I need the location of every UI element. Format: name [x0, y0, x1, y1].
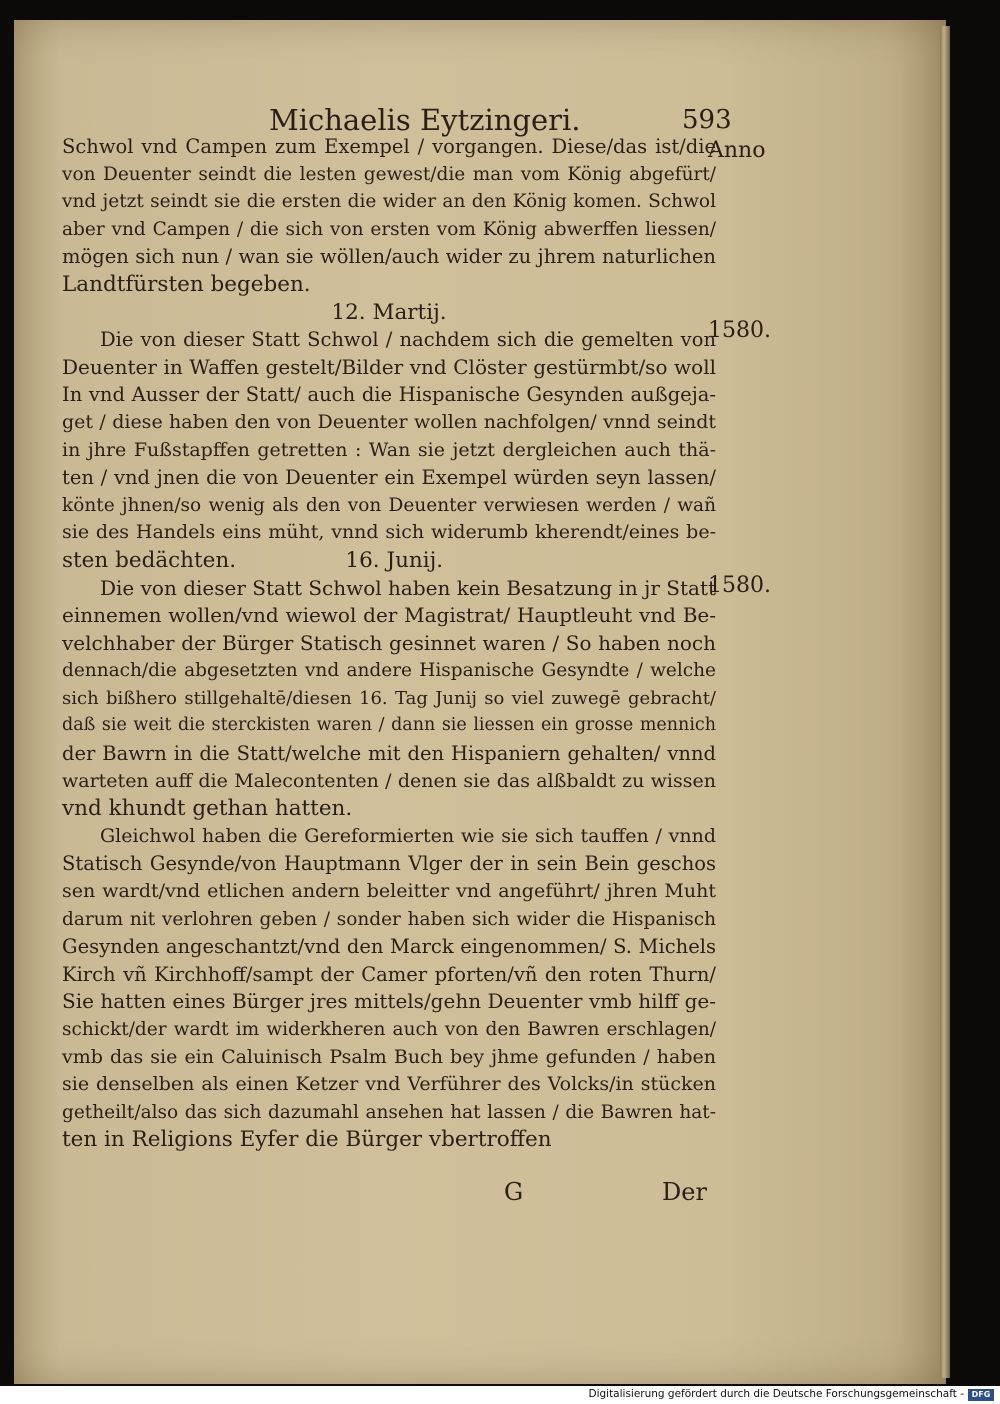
text-line: mögen sich nun / wan sie wöllen/auch wider zu jhrem naturlichen [62, 245, 716, 269]
running-head: Michaelis Eytzingeri. [269, 103, 581, 137]
text-line: in jhre Fußstapffen getretten : Wan sie jetzt dergleichen auch thä- [62, 438, 716, 461]
text-line: In vnd Ausser der Statt/ auch die Hispanische Gesynden außgeja- [62, 383, 716, 407]
text-line: Sie hatten eines Bürger jres mittels/gehn Deuenter vmb hilff ge- [62, 989, 716, 1014]
text-line: vmb das sie ein Caluinisch Psalm Buch bey jhme gefunden / haben [62, 1045, 716, 1068]
text-line: darum nit verlohren geben / sonder haben sich wider die Hispanisch [62, 908, 716, 930]
text-line: velchhaber der Bürger Statisch gesinnet waren / So haben noch [62, 630, 716, 655]
text-line: dennach/die abgesetzten vnd andere Hispanische Gesyndte / welche [62, 660, 716, 682]
text-line: warteten auff die Malecontenten / denen sie das alßbaldt zu wissen [62, 769, 716, 792]
text-line: vnd khundt gethan hatten. [62, 796, 353, 822]
text-line: Deuenter in Waffen gestelt/Bilder vnd Clöster gestürmbt/so woll [62, 354, 716, 379]
text-line: sten bedächten. 16. Junij. [62, 547, 444, 573]
text-line: ten in Religions Eyfer die Bürger vbertroffen [62, 1127, 552, 1153]
text-line: sie des Handels eins müht, vnnd sich widerumb kherendt/eines be- [62, 521, 716, 544]
margin-note-year: 1580. [708, 318, 771, 343]
book-page [14, 20, 946, 1384]
text-line: einnemen wollen/vnd wiewol der Magistrat/ Hauptleuht vnd Be- [62, 603, 716, 628]
text-line: aber vnd Campen / die sich von ersten vom König abwerffen liessen/ [62, 218, 716, 240]
text-line: Statisch Gesynde/von Hauptmann Vlger der in sein Bein geschos [62, 852, 716, 876]
text-line: Kirch vñ Kirchhoff/sampt der Camer pforten/vñ den roten Thurn/ [62, 962, 716, 986]
funding-credit: Digitalisierung gefördert durch die Deutsche Forschungsgemeinschaft - [588, 1388, 964, 1400]
signature-mark: G [504, 1178, 524, 1206]
page-number: 593 [682, 105, 732, 135]
body-text [62, 133, 716, 1154]
text-line: der Bawrn in die Statt/welche mit den Hispaniern gehalten/ vnnd [62, 742, 716, 766]
text-line: vnd jetzt seindt sie die ersten die wider an den König komen. Schwol [62, 191, 716, 213]
text-line: könte jhnen/so wenig als den von Deuenter verwiesen werden / wañ [62, 494, 716, 516]
margin-note-year: 1580. [708, 573, 771, 598]
text-line: ten / vnd jnen die von Deuenter ein Exempel würden seyn lassen/ [62, 466, 716, 490]
text-line: Gesynden angeschantzt/vnd den Marck eingenommen/ S. Michels [62, 935, 716, 959]
text-line: daß sie weit die sterckisten waren / dann sie liessen ein grosse mennich [62, 715, 716, 736]
text-line: sie denselben als einen Ketzer vnd Verführer des Volcks/in stücken [62, 1073, 716, 1096]
funding-footer [0, 1386, 1000, 1404]
text-line: Landtfürsten begeben. [62, 271, 311, 297]
margin-note-anno: Anno [708, 138, 766, 163]
text-line: von Deuenter seindt die lesten gewest/die man vom König abgefürt/ [62, 163, 716, 185]
dfg-logo-icon: DFG [968, 1389, 994, 1401]
page-edge [940, 26, 950, 1378]
text-line: Gleichwol haben die Gereformierten wie sie sich tauffen / vnnd [100, 824, 716, 847]
text-line: sen wardt/vnd etlichen andern beleitter vnd angeführt/ jhren Muht [62, 880, 716, 903]
text-line: schickt/der wardt im widerkheren auch von den Bawren erschlagen/ [62, 1019, 716, 1040]
text-line: get / diese haben den von Deuenter wollen nachfolgen/ vnnd seindt [62, 410, 716, 433]
text-line: Schwol vnd Campen zum Exempel / vorgangen. Diese/das ist/die [62, 135, 716, 158]
catchword: Der [662, 1178, 707, 1206]
text-line: Die von dieser Statt Schwol / nachdem sich die gemelten von [100, 328, 716, 352]
date-heading: 12. Martij. [331, 299, 447, 325]
text-line: Die von dieser Statt Schwol haben kein Besatzung in jr Statt [100, 575, 717, 600]
text-line: getheilt/also das sich dazumahl ansehen hat lassen / die Bawren hat- [62, 1101, 716, 1123]
text-line: sich bißhero stillgehaltē/diesen 16. Tag Junij so viel zuwegē gebracht/ [62, 687, 716, 709]
